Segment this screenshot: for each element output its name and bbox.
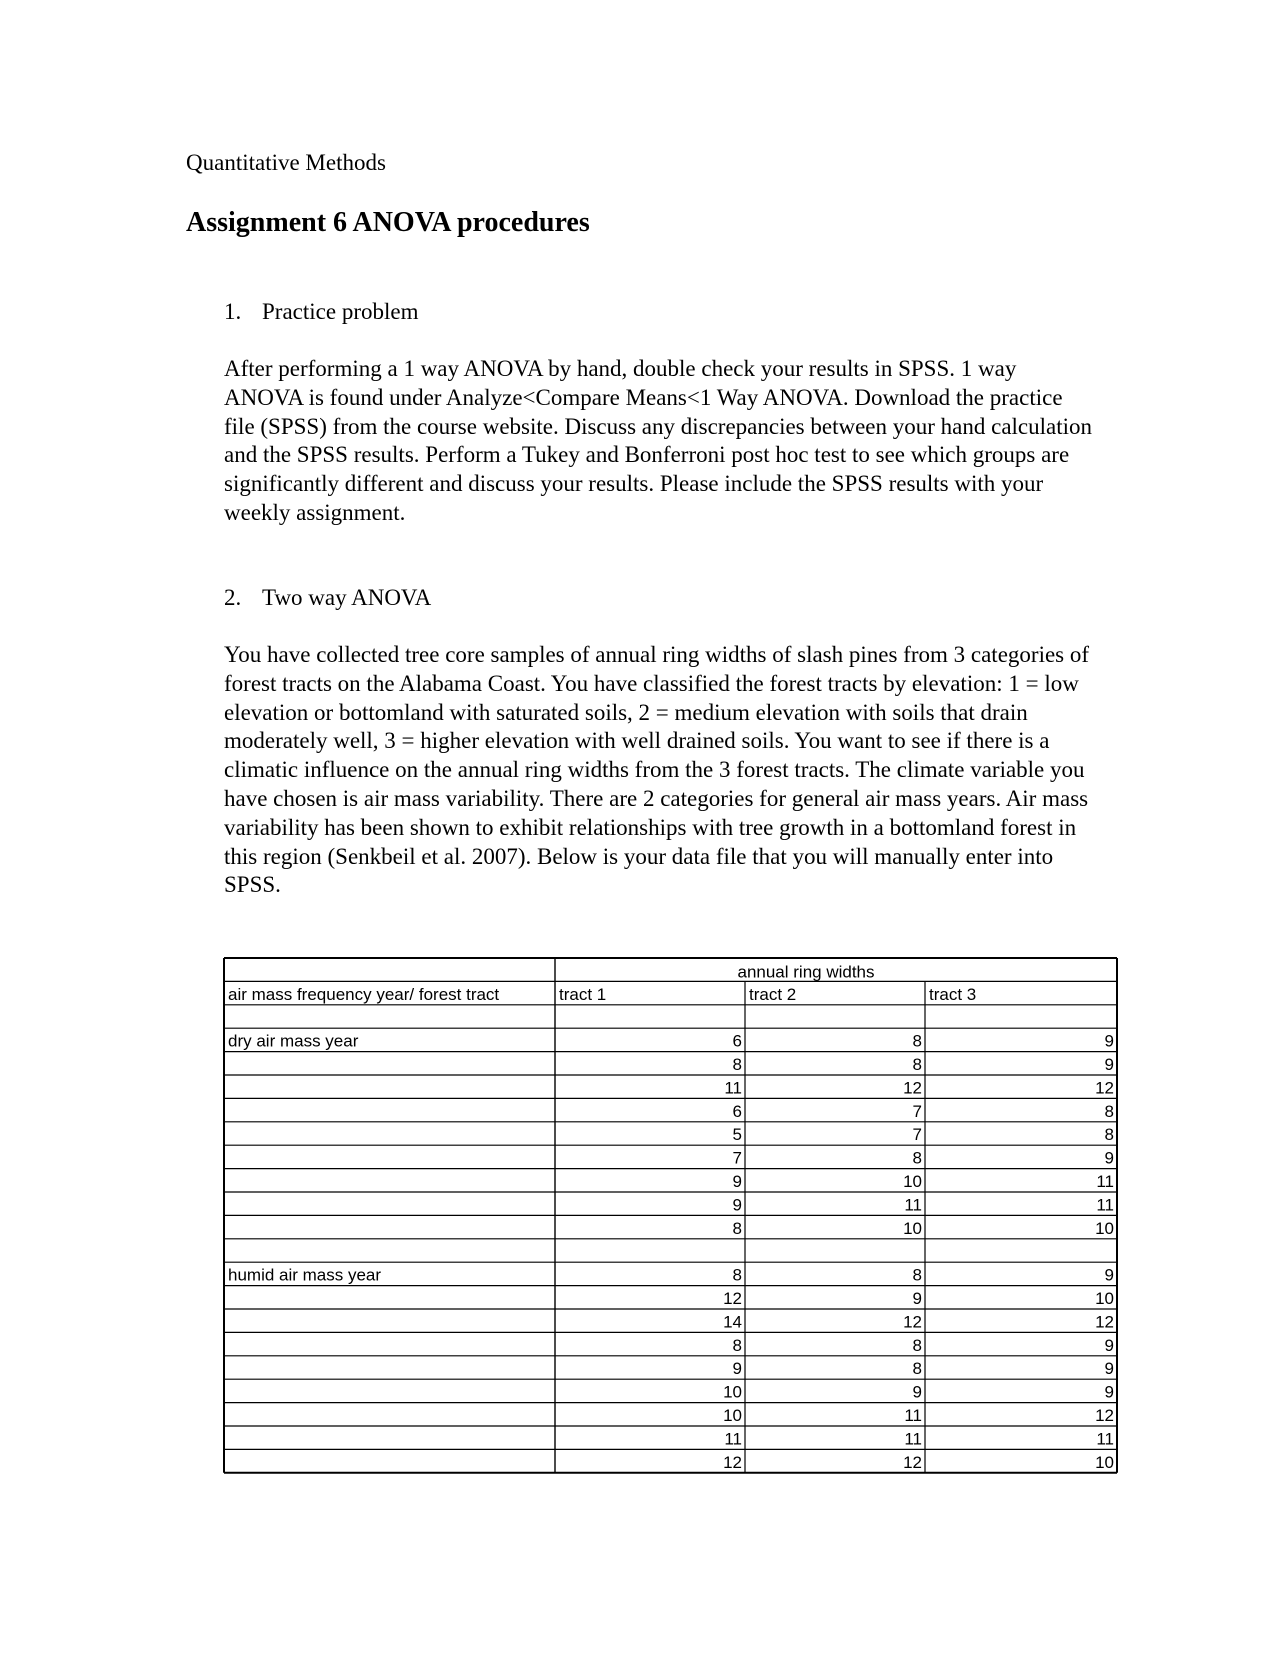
question-1-heading xyxy=(224,298,418,326)
table-value: 11 xyxy=(904,1429,922,1449)
table-value: 9 xyxy=(1104,1335,1114,1355)
table-value: 9 xyxy=(1104,1055,1114,1074)
table-value: 7 xyxy=(732,1148,742,1168)
table-value: 10 xyxy=(723,1406,742,1425)
course-name: Quantitative Methods xyxy=(186,150,386,175)
table-value: 11 xyxy=(724,1078,742,1098)
table-value: 9 xyxy=(912,1289,922,1308)
table-super-header: annual ring widths xyxy=(737,962,875,982)
table-value: 10 xyxy=(903,1218,922,1238)
table-value: 12 xyxy=(1095,1312,1114,1332)
ring-width-data-table xyxy=(224,958,1117,1472)
column-header-tract-3: tract 3 xyxy=(929,984,977,1004)
data-table-grid xyxy=(224,958,1117,1475)
table-value: 8 xyxy=(732,1265,742,1285)
table-value: 12 xyxy=(723,1289,742,1308)
column-header-tract-2: tract 2 xyxy=(749,984,797,1004)
question-2-title: Two way ANOVA xyxy=(262,585,432,610)
table-value: 8 xyxy=(912,1265,922,1285)
table-value: 11 xyxy=(904,1195,922,1215)
table-value: 11 xyxy=(1096,1195,1114,1215)
question-1-title: Practice problem xyxy=(262,299,419,324)
table-value: 8 xyxy=(912,1031,922,1051)
table-value: 9 xyxy=(732,1172,742,1191)
table-value: 11 xyxy=(1096,1172,1114,1191)
row-header-label: air mass frequency year/ forest tract xyxy=(228,984,500,1004)
table-value: 9 xyxy=(1104,1359,1114,1379)
table-value: 6 xyxy=(732,1101,742,1121)
table-value: 8 xyxy=(912,1148,922,1168)
table-value: 12 xyxy=(723,1452,742,1472)
table-value: 12 xyxy=(903,1452,922,1472)
table-value: 12 xyxy=(1095,1078,1114,1098)
table-value: 10 xyxy=(1095,1452,1114,1472)
table-value: 8 xyxy=(912,1055,922,1074)
table-value: 9 xyxy=(912,1382,922,1402)
table-value: 14 xyxy=(723,1312,742,1332)
table-value: 6 xyxy=(732,1031,742,1051)
question-2-paragraph: You have collected tree core samples of annual ring widths of slash pines from 3 categories of forest tracts on the Alabama Coast. You have classified the forest tracts by elevation: 1 = low elevation or bottomland with saturated soils, 2 = medium elevation with soils that drain moderately well, 3 = higher elevation with well drained soils. You want to see if there is a climatic influence on the annual ring widths from the 3 forest tracts. The climate variable you have chosen is air mass variability. There are 2 categories for general air mass years. Air mass variability has been shown to exhibit relationships with tree growth in a bottomland forest in this region (Senkbeil et al. 2007). Below is your data file that you will manually enter into SPSS. xyxy=(224,642,1090,898)
question-1-paragraph: After performing a 1 way ANOVA by hand, double check your results in SPSS. 1 way ANOVA is found under Analyze<Compare Means<1 Way ANOVA. Download the practice file (SPSS) from the course website. Discuss any discrepancies between your hand calculation and the SPSS results. Perform a Tukey and Bonferroni post hoc test to see which groups are significantly different and discuss your results. Please include the SPSS results with your weekly assignment. xyxy=(224,356,1093,525)
table-value: 8 xyxy=(1104,1101,1114,1121)
table-value: 10 xyxy=(723,1382,742,1402)
assignment-title: Assignment 6 ANOVA procedures xyxy=(186,207,590,238)
table-value: 8 xyxy=(732,1218,742,1238)
question-2-number: 2. xyxy=(224,585,242,610)
table-value: 8 xyxy=(912,1359,922,1379)
table-value: 11 xyxy=(1096,1429,1114,1449)
table-value: 7 xyxy=(912,1101,922,1121)
table-value: 8 xyxy=(732,1335,742,1355)
table-value: 11 xyxy=(904,1406,922,1425)
table-value: 8 xyxy=(912,1335,922,1355)
group-label: humid air mass year xyxy=(228,1265,382,1285)
table-value: 7 xyxy=(912,1125,922,1145)
table-value: 12 xyxy=(903,1078,922,1098)
table-value: 11 xyxy=(724,1429,742,1449)
table-value: 9 xyxy=(1104,1382,1114,1402)
table-value: 12 xyxy=(903,1312,922,1332)
table-value: 8 xyxy=(732,1055,742,1074)
table-value: 5 xyxy=(732,1125,742,1145)
question-1-number: 1. xyxy=(224,299,242,324)
table-value: 10 xyxy=(1095,1289,1114,1308)
table-value: 8 xyxy=(1104,1125,1114,1145)
column-header-tract-1: tract 1 xyxy=(559,984,607,1004)
table-value: 9 xyxy=(1104,1031,1114,1051)
table-value: 12 xyxy=(1095,1406,1114,1425)
table-value: 10 xyxy=(1095,1218,1114,1238)
table-value: 9 xyxy=(1104,1265,1114,1285)
table-value: 10 xyxy=(903,1172,922,1191)
table-value: 9 xyxy=(732,1195,742,1215)
group-label: dry air mass year xyxy=(228,1031,359,1051)
table-value: 9 xyxy=(732,1359,742,1379)
table-value: 9 xyxy=(1104,1148,1114,1168)
question-2-heading xyxy=(224,584,431,612)
